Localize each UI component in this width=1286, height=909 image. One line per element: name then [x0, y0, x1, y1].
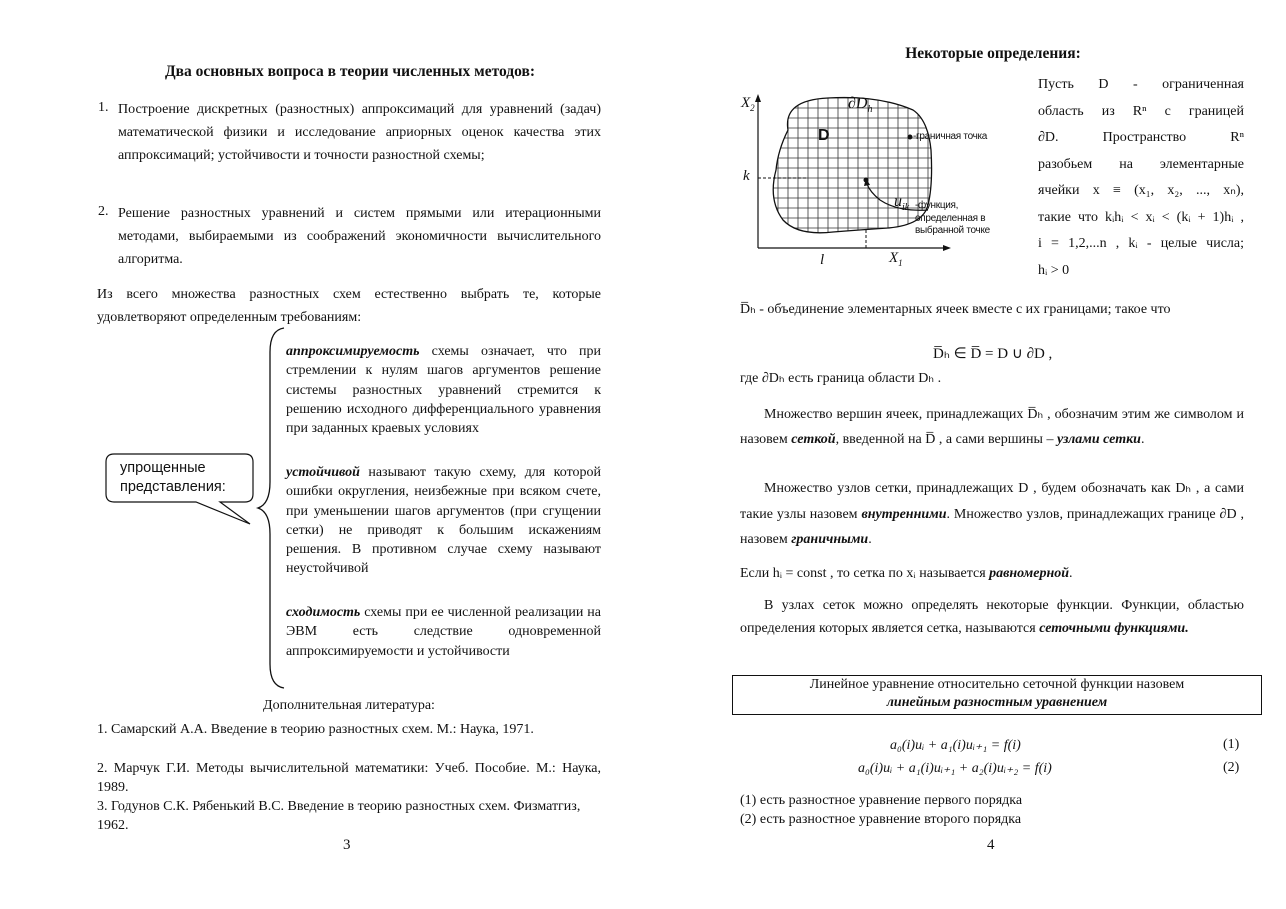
- k-label: k: [743, 168, 750, 184]
- dh-formula: D̅ₕ ∈ D̅ = D ∪ ∂D ,: [933, 346, 1053, 362]
- where-line: где ∂Dₕ есть граница области Dₕ .: [740, 371, 942, 386]
- requirement-approximation: [286, 342, 601, 438]
- requirement-stability: [286, 463, 601, 579]
- item-1-number: 1.: [98, 100, 109, 115]
- item-2-number: 2.: [98, 204, 109, 219]
- term-inner: внутренними: [861, 506, 947, 522]
- term-approximation: аппроксимируемость: [286, 344, 420, 359]
- intro-paragraph: Из всего множества разностных схем естественно выбрать те, которые удовлетворяют определенным требованиям:: [97, 287, 601, 325]
- grid-functions-paragraph: В узлах сеток можно определять некоторые функции. Функции, областью определения которых является сетка, называются сеточными функциями.: [740, 598, 1244, 636]
- uniform-line: Если hᵢ = const , то сетка по xᵢ называется равномерной.: [740, 566, 1073, 581]
- domain-label: D: [818, 127, 830, 144]
- definition-column: Пусть D - ограниченная область из Rⁿ с границей ∂D. Пространство Rⁿ разобьем на элементарные ячейки x ≡ (x₁, x₂, ..., xₙ), такие что kᵢhᵢ < xᵢ < (kᵢ + 1)hᵢ , i = 1,2,...n , kᵢ - целые числа; hᵢ > 0: [1038, 77, 1244, 278]
- term-stability: устойчивой: [286, 465, 360, 480]
- requirement-convergence: [286, 603, 601, 661]
- term-boundary: граничными: [791, 532, 869, 547]
- curly-bracket: [254, 326, 290, 690]
- callout-text: упрощенные представления:: [120, 460, 226, 495]
- right-page-title: Некоторые определения:: [905, 45, 1081, 62]
- term-uniform: равномерной: [989, 566, 1070, 581]
- equation-2: a₀(i)uᵢ + a₁(i)uᵢ₊₁ + a₂(i)uᵢ₊₂ = f(i): [858, 761, 1052, 776]
- item-2-text: Решение разностных уравнений и систем прямыми или итерационными методами, выбираемыми из соображений экономичности вычислительного алгоритма.: [118, 206, 601, 267]
- boundary-label: $\partial D_h$: [848, 95, 873, 116]
- note-1: (1) есть разностное уравнение первого порядка: [740, 793, 1023, 808]
- inner-nodes-paragraph: Множество узлов сетки, принадлежащих D , будем обозначать как Dₕ , а сами такие узлы назовем внутренними. Множество узлов, принадлежащих границе ∂D , назовем граничными.: [740, 481, 1244, 547]
- page-number-right: 4: [987, 837, 995, 853]
- box-line-2: линейным разностным уравнением: [886, 695, 1108, 710]
- reference-3: 3. Годунов С.К. Рябенький В.С. Введение в теорию разностных схем. Физматгиз, 1962.: [97, 799, 581, 833]
- term-convergence: сходимость: [286, 605, 361, 620]
- right-page: [643, 0, 1286, 909]
- axis-x2-label: $X_2$: [741, 95, 755, 113]
- l-label: l: [820, 252, 825, 268]
- note-2: (2) есть разностное уравнение второго порядка: [740, 812, 1022, 827]
- function-label: $u_{ik}$: [894, 193, 910, 214]
- equation-1-number: (1): [1223, 737, 1240, 752]
- stability-text: называют такую схему, для которой ошибки округления, неизбежные при всяком счете, при уменьшении шагов аргументов (при сгущении сетки) не приводят к большим искажениям решения. В противном случае схему называют неустойчивой: [286, 465, 601, 577]
- grid-domain-figure: [738, 90, 1033, 275]
- item-1-text: Построение дискретных (разностных) аппроксимаций для уравнений (задач) математической физики и исследование априорных оценок качества этих аппроксимаций; устойчивости и точности разностной схемы;: [118, 102, 601, 163]
- equation-1: a₀(i)uᵢ + a₁(i)uᵢ₊₁ = f(i): [890, 738, 1021, 753]
- left-page-title: Два основных вопроса в теории численных методов:: [164, 63, 536, 80]
- approximation-text: схемы означает, что при стремлении к нулям шагов аргументов решение системы разностных уравнений стремится к решению исходного дифференциального уравнения при заданных краевых условиях: [286, 344, 601, 437]
- term-nodes: узлами сетки: [1056, 432, 1141, 447]
- equation-2-number: (2): [1223, 760, 1240, 775]
- term-grid-functions: сеточными функциями.: [1039, 621, 1189, 636]
- convergence-text: схемы при ее численной реализации на ЭВМ есть следствие одновременной аппроксимируемости и устойчивости: [286, 605, 601, 659]
- grid-paragraph: Множество вершин ячеек, принадлежащих D̅ₕ , обозначим этим же символом и назовем сеткой, введенной на D̅ , а сами вершины – узлами сетки.: [740, 407, 1244, 447]
- function-description: -функция, определенная в выбранной точке: [915, 200, 990, 236]
- dh-paragraph: D̅ₕ - объединение элементарных ячеек вместе с их границами; такое что: [740, 302, 1171, 317]
- boundary-point-label: -граничная точка: [913, 131, 988, 142]
- box-line-1: Линейное уравнение относительно сеточной функции назовем: [809, 677, 1185, 692]
- reference-2: 2. Марчук Г.И. Методы вычислительной математики: Учеб. Пособие. М.: Наука, 1989.: [97, 761, 601, 795]
- literature-title: Дополнительная литература:: [263, 698, 435, 713]
- definition-box: [732, 675, 1262, 715]
- reference-1: 1. Самарский А.А. Введение в теорию разностных схем. М.: Наука, 1971.: [97, 722, 534, 737]
- page-number-left: 3: [343, 837, 351, 853]
- axis-x1-label: $X_1$: [889, 250, 903, 268]
- term-grid: сеткой: [791, 432, 836, 447]
